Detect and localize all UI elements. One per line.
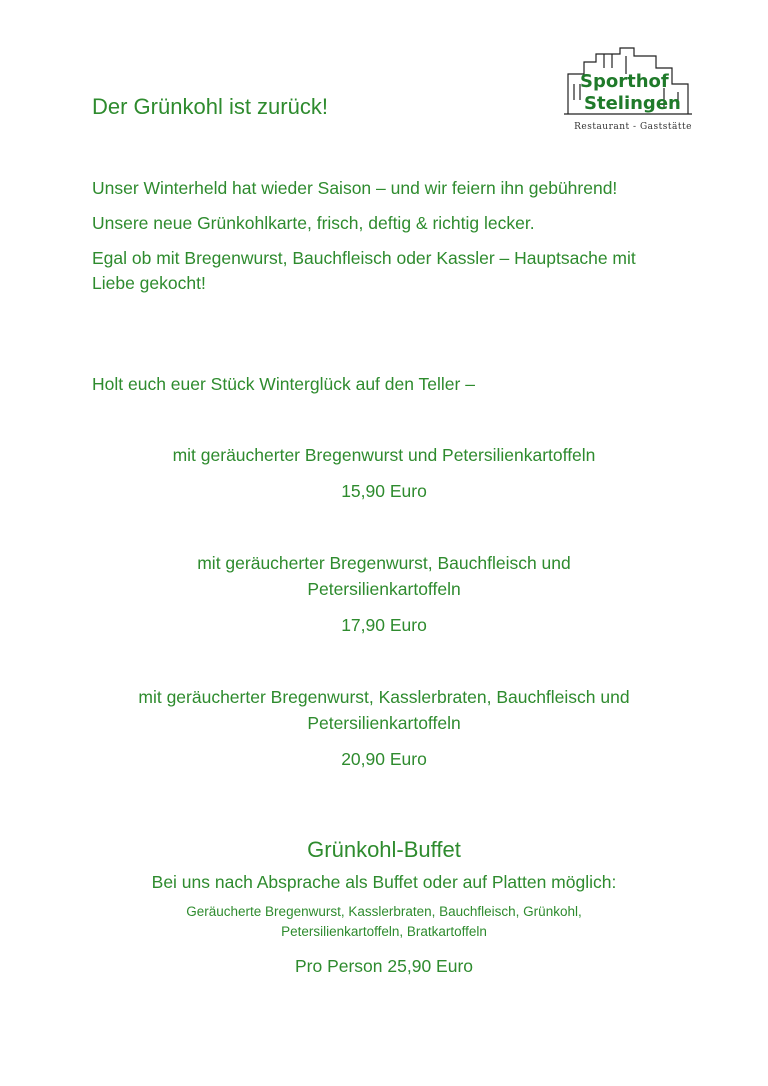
menu-item-price: 15,90 Euro	[341, 481, 427, 501]
logo-subtitle: Restaurant - Gaststätte	[574, 122, 692, 132]
logo-line-2: Stelingen	[584, 93, 681, 114]
restaurant-logo	[560, 44, 700, 140]
intro-paragraph-3: Egal ob mit Bregenwurst, Bauchfleisch oder Kassler – Hauptsache mit Liebe gekocht!	[92, 248, 636, 293]
intro-text	[92, 176, 652, 306]
intro-paragraph-2: Unsere neue Grünkohlkarte, frisch, deftig & richtig lecker.	[92, 213, 535, 233]
logo-line-1: Sporthof	[580, 71, 669, 92]
menu-item-description: mit geräucherter Bregenwurst und Petersilienkartoffeln	[172, 445, 596, 465]
buffet-items: Geräucherte Bregenwurst, Kasslerbraten, Bauchfleisch, Grünkohl, Petersilienkartoffeln, Bratkartoffeln	[186, 904, 582, 939]
menu-item-1	[0, 442, 768, 504]
menu-item-description: mit geräucherter Bregenwurst, Kasslerbraten, Bauchfleisch und Petersilienkartoffeln	[138, 687, 630, 733]
buffet-title: Grünkohl-Buffet	[307, 837, 461, 862]
menu-item-3	[0, 684, 768, 772]
tagline: Holt euch euer Stück Winterglück auf den Teller –	[92, 374, 475, 394]
page-title: Der Grünkohl ist zurück!	[92, 94, 328, 119]
intro-paragraph-1: Unser Winterheld hat wieder Saison – und wir feiern ihn gebührend!	[92, 178, 618, 198]
buffet-section	[0, 836, 768, 978]
menu-item-2	[0, 550, 768, 638]
buffet-note: Bei uns nach Absprache als Buffet oder auf Platten möglich:	[151, 872, 617, 892]
menu-item-description: mit geräucherter Bregenwurst, Bauchfleisch und Petersilienkartoffeln	[197, 553, 571, 599]
menu-item-price: 20,90 Euro	[341, 749, 427, 769]
menu-item-price: 17,90 Euro	[341, 615, 427, 635]
buffet-price: Pro Person 25,90 Euro	[294, 956, 474, 976]
